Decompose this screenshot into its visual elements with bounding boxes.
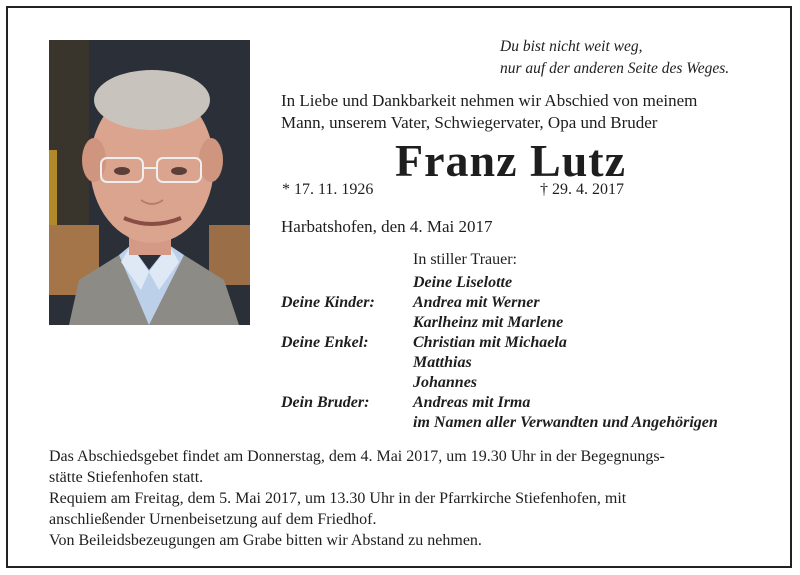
- mourner-row: [281, 393, 718, 413]
- notice-line: stätte Stiefenhofen statt.: [49, 469, 204, 486]
- relation-label: [281, 353, 413, 373]
- motto-line: nur auf der anderen Seite des Weges.: [500, 60, 730, 77]
- mourner-name: Andreas mit Irma: [413, 394, 531, 411]
- mourner-name: Karlheinz mit Marlene: [413, 314, 564, 331]
- mourner-name: Christian mit Michaela: [413, 334, 567, 351]
- birth-date: * 17. 11. 1926: [282, 181, 374, 198]
- notice-line: Das Abschiedsgebet findet am Donnerstag, dem 4. Mai 2017, um 19.30 Uhr in der Begegnungs-: [49, 448, 665, 465]
- mourner-name: Andrea mit Werner: [413, 294, 540, 311]
- notice-line: Von Beileidsbezeugungen am Grabe bitten wir Abstand zu nehmen.: [49, 532, 482, 549]
- relation-label: [281, 373, 413, 393]
- mourner-name: Matthias: [413, 354, 472, 371]
- motto: [500, 36, 729, 80]
- death-date: † 29. 4. 2017: [540, 181, 624, 198]
- service-notices: [49, 446, 665, 551]
- intro-line: Mann, unserem Vater, Schwiegervater, Opa und Bruder: [281, 113, 658, 132]
- intro-line: In Liebe und Dankbarkeit nehmen wir Abschied von meinem: [281, 91, 698, 110]
- relation-label: Dein Bruder:: [281, 394, 370, 411]
- notice-line: Requiem am Freitag, dem 5. Mai 2017, um 13.30 Uhr in der Pfarrkirche Stiefenhofen, mit: [49, 490, 627, 507]
- relation-label: Deine Enkel:: [281, 334, 369, 351]
- mourner-row: [281, 353, 718, 373]
- mourner-row: [281, 293, 718, 313]
- mourner-row: [281, 273, 718, 293]
- mourner-row: [281, 333, 718, 353]
- portrait-photo: [49, 40, 250, 325]
- relation-label: [281, 313, 413, 333]
- mourners-list: [281, 273, 718, 433]
- notice-line: anschließender Urnenbeisetzung auf dem Friedhof.: [49, 511, 377, 528]
- motto-line: Du bist nicht weit weg,: [500, 38, 643, 55]
- mourner-name: Johannes: [413, 374, 478, 391]
- relation-label: Deine Kinder:: [281, 294, 375, 311]
- mourning-heading: In stiller Trauer:: [413, 251, 517, 268]
- relation-label: [281, 273, 413, 293]
- mourner-row: [281, 313, 718, 333]
- intro-text: [281, 90, 697, 134]
- mourner-name: im Namen aller Verwandten und Angehörigen: [413, 414, 718, 431]
- mourner-row: [281, 373, 718, 393]
- relation-label: [281, 413, 413, 433]
- deceased-name: Franz Lutz: [395, 135, 627, 186]
- mourner-name: Deine Liselotte: [413, 274, 513, 291]
- mourner-row: [281, 413, 718, 433]
- place-and-date: Harbatshofen, den 4. Mai 2017: [281, 217, 493, 236]
